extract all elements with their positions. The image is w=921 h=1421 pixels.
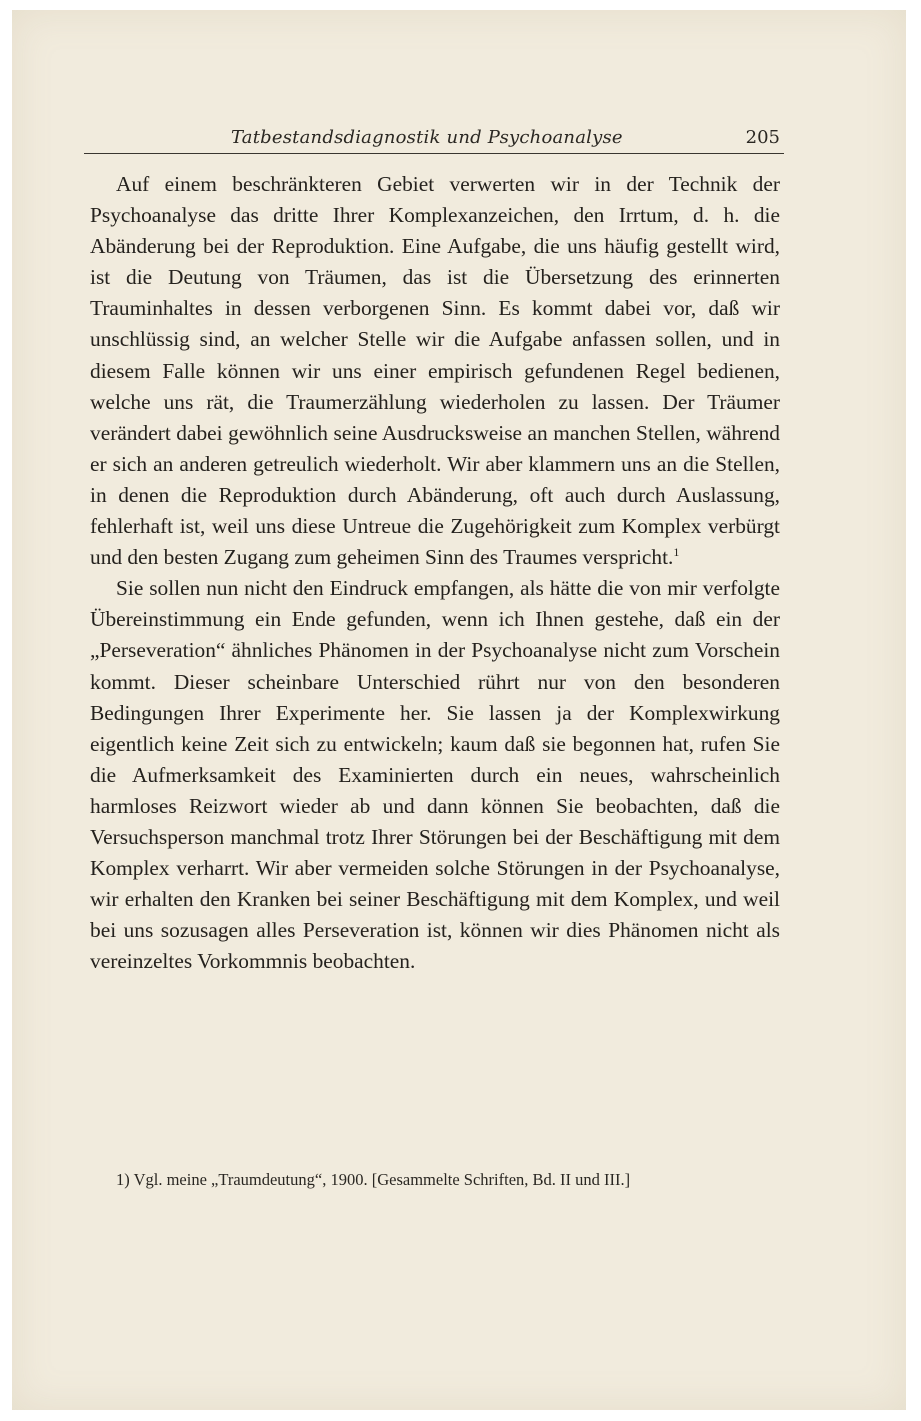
footnote-marker: 1 <box>673 545 680 560</box>
footnote: 1) Vgl. meine „Traumdeutung“, 1900. [Gesammelte Schriften, Bd. II und III.] <box>116 1170 631 1189</box>
paragraph-2 <box>90 573 780 977</box>
page-number: 205 <box>745 127 780 148</box>
body-text <box>90 169 780 977</box>
paragraph-2-text: Sie sollen nun nicht den Eindruck empfangen, als hätte die von mir verfolgte Übereinstimmung ein Ende gefunden, wenn ich Ihnen gestehe, daß ein der „Perseveration“ ähnliches Phänomen in der Psychoanalyse nicht zum Vorschein kommt. Dieser scheinbare Unterschied rührt nur von den besonderen Bedingungen Ihrer Experimente her. Sie lassen ja der Komplexwirkung eigentlich keine Zeit sich zu entwickeln; kaum daß sie begonnen hat, rufen Sie die Aufmerksamkeit des Examinierten durch ein neues, wahrscheinlich harmloses Reizwort wieder ab und dann können Sie beobachten, daß die Versuchsperson manchmal trotz Ihrer Störungen bei der Beschäftigung mit dem Komplex verharrt. Wir aber vermeiden solche Störungen in der Psychoanalyse, wir erhalten den Kranken bei seiner Beschäftigung mit dem Komplex, und weil bei uns sozusagen alles Perseveration ist, können wir dies Phänomen nicht als vereinzeltes Vorkommnis beobachten. <box>90 576 780 974</box>
paragraph-1 <box>90 169 780 573</box>
paragraph-1-text: Auf einem beschränkteren Gebiet verwerten wir in der Technik der Psychoanalyse das dritte Ihrer Komplexanzeichen, den Irrtum, d. h. die Abänderung bei der Reproduktion. Eine Aufgabe, die uns häufig gestellt wird, ist die Deutung von Träumen, das ist die Übersetzung des erinnerten Trauminhaltes in dessen verborgenen Sinn. Es kommt dabei vor, daß wir unschlüssig sind, an welcher Stelle wir die Aufgabe anfassen sollen, und in diesem Falle können wir uns einer empirisch gefundenen Regel bedienen, welche uns rät, die Traumerzählung wiederholen zu lassen. Der Träumer verändert dabei gewöhnlich seine Ausdrucksweise an manchen Stellen, während er sich an anderen getreulich wiederholt. Wir aber klammern uns an die Stellen, in denen die Reproduktion durch Abänderung, oft auch durch Auslassung, fehlerhaft ist, weil uns diese Untreue die Zugehörigkeit zum Komplex verbürgt und den besten Zugang zum geheimen Sinn des Traumes verspricht. <box>90 172 780 570</box>
running-header-title: Tatbestandsdiagnostik und Psychoanalyse <box>231 127 623 148</box>
running-header <box>84 127 784 154</box>
